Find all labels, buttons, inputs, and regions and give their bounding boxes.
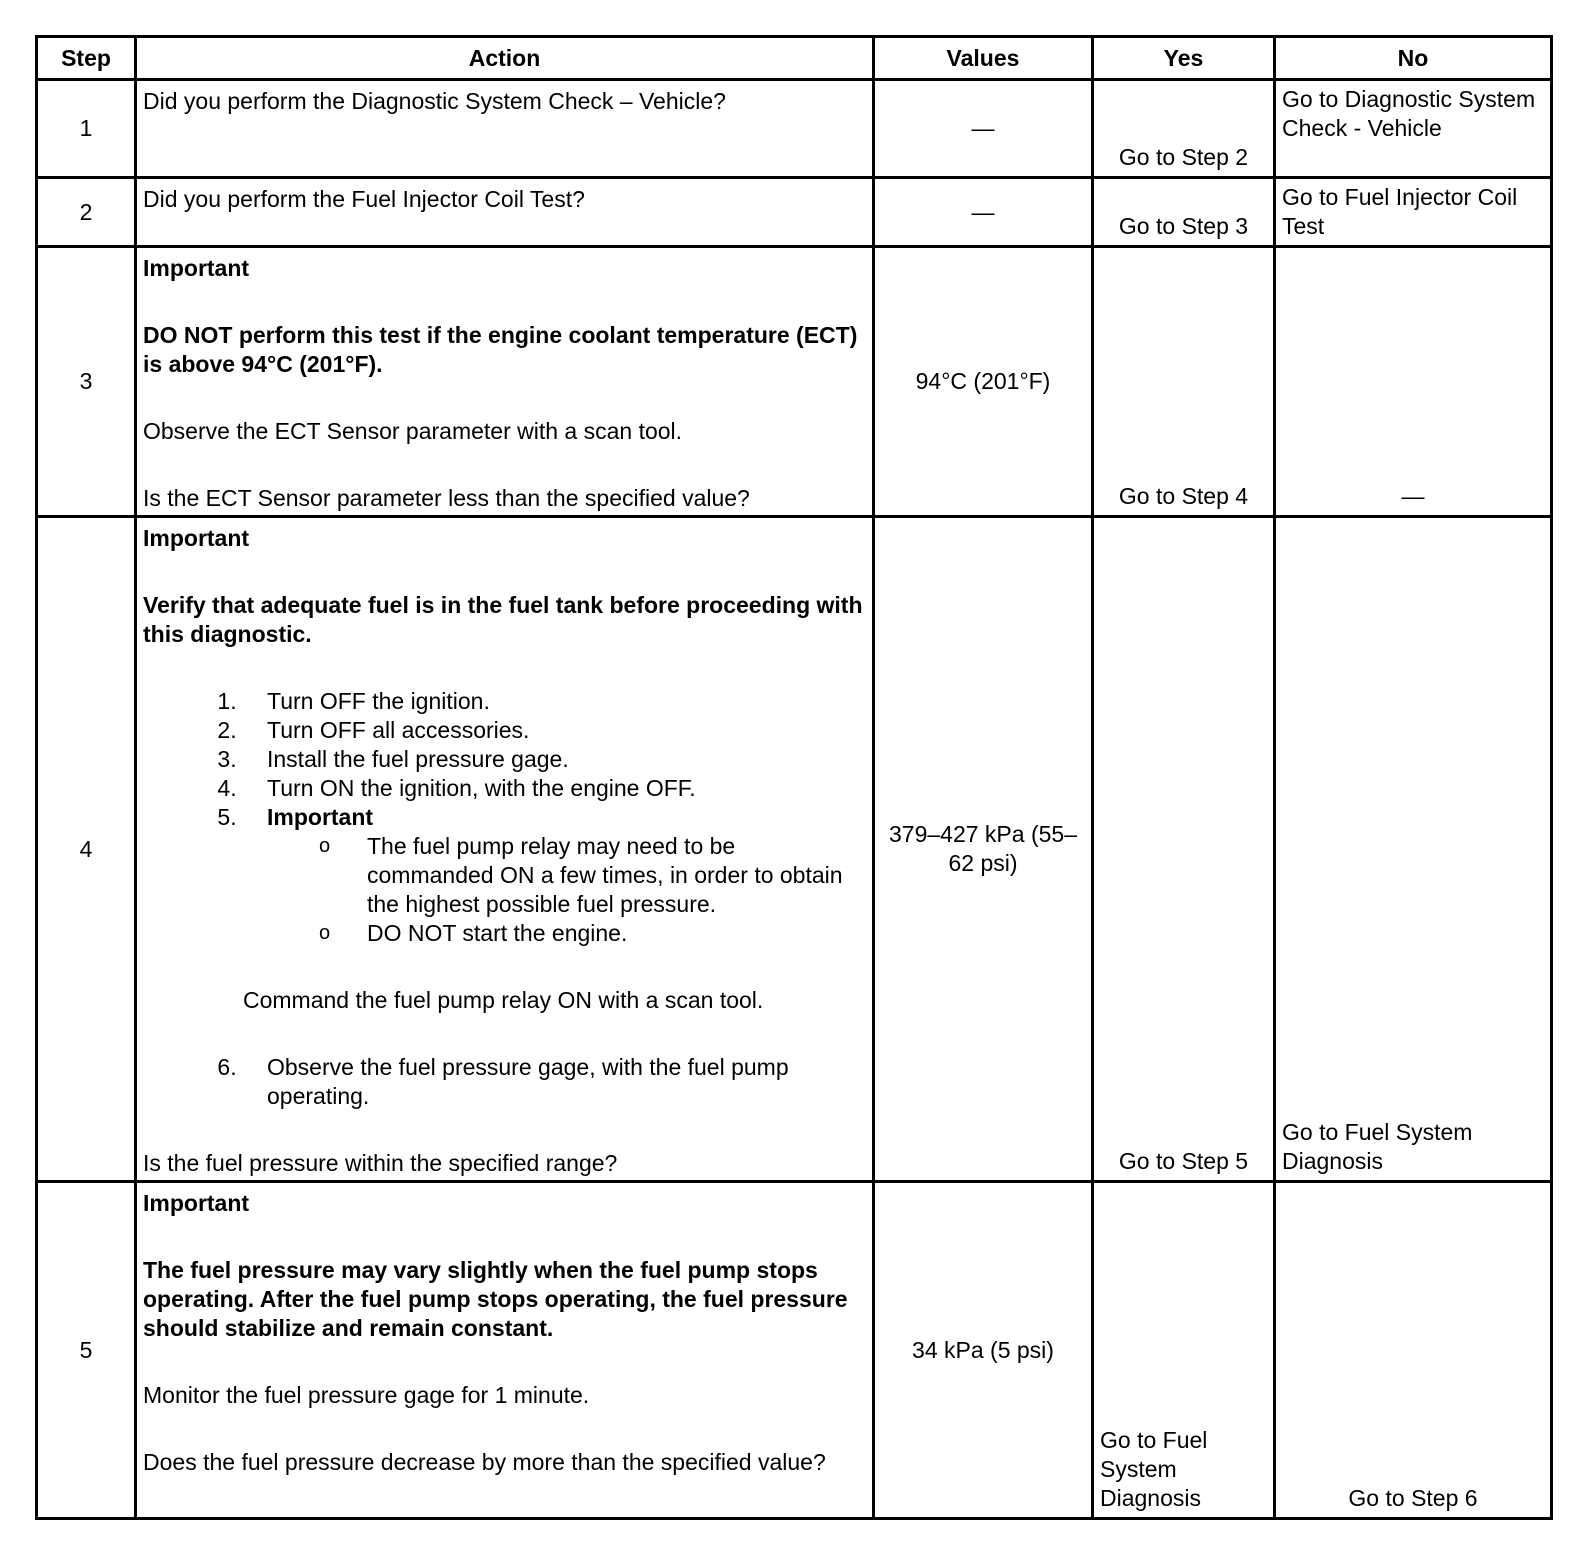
substep-list: [143, 1053, 866, 1111]
action-cell: [136, 1182, 874, 1519]
yes-cell: Go to Fuel System Diagnosis: [1093, 1182, 1275, 1519]
yes-cell: Go to Step 3: [1093, 178, 1275, 247]
step-number: 2: [37, 178, 136, 247]
value-cell: —: [874, 178, 1093, 247]
table-row: [37, 517, 1552, 1182]
instruction-text: Observe the ECT Sensor parameter with a scan tool.: [143, 418, 683, 444]
value-cell: —: [874, 80, 1093, 178]
diagnostic-table: [35, 35, 1553, 1520]
yes-cell: Go to Step 5: [1093, 517, 1275, 1182]
header-action: Action: [136, 37, 874, 80]
list-item: 6. Observe the fuel pressure gage, with the fuel pump operating.: [243, 1053, 866, 1111]
no-cell: —: [1275, 247, 1552, 517]
question-text: Does the fuel pressure decrease by more than the specified value?: [143, 1449, 826, 1475]
value-cell: 94°C (201°F): [874, 247, 1093, 517]
table-row: [37, 1182, 1552, 1519]
header-yes: Yes: [1093, 37, 1275, 80]
action-text: Did you perform the Diagnostic System Check – Vehicle?: [136, 80, 874, 178]
note-list: [267, 832, 866, 948]
no-cell: Go to Step 6: [1275, 1182, 1552, 1519]
header-no: No: [1275, 37, 1552, 80]
question-text: Is the fuel pressure within the specified range?: [143, 1150, 618, 1176]
value-cell: 34 kPa (5 psi): [874, 1182, 1093, 1519]
table-row: [37, 80, 1552, 178]
warning-text: The fuel pressure may vary slightly when the fuel pump stops operating. After the fuel pump stops operating, the fuel pressure should stabilize and remain constant.: [143, 1257, 848, 1341]
important-label: Important: [143, 525, 250, 551]
value-cell: 379–427 kPa (55–62 psi): [874, 517, 1093, 1182]
action-cell: [136, 247, 874, 517]
command-text: Command the fuel pump relay ON with a scan tool.: [243, 987, 764, 1013]
no-cell: Go to Fuel Injector Coil Test: [1275, 178, 1552, 247]
header-step: Step: [37, 37, 136, 80]
yes-cell: Go to Step 2: [1093, 80, 1275, 178]
instruction-text: Monitor the fuel pressure gage for 1 minute.: [143, 1382, 590, 1408]
list-item-important: [243, 803, 866, 948]
step-number: 3: [37, 247, 136, 517]
important-label: Important: [143, 1190, 250, 1216]
yes-cell: Go to Step 4: [1093, 247, 1275, 517]
note-item: o The fuel pump relay may need to be commanded ON a few times, in order to obtain the highest possible fuel pressure.: [343, 832, 866, 919]
warning-text: DO NOT perform this test if the engine coolant temperature (ECT) is above 94°C (201°F).: [143, 322, 858, 377]
no-cell: Go to Fuel System Diagnosis: [1275, 517, 1552, 1182]
list-item: 1. Turn OFF the ignition.: [243, 687, 866, 716]
header-values: Values: [874, 37, 1093, 80]
substep-list: [143, 687, 866, 948]
list-item: 4. Turn ON the ignition, with the engine OFF.: [243, 774, 866, 803]
important-label: Important: [267, 804, 374, 830]
no-cell: Go to Diagnostic System Check - Vehicle: [1275, 80, 1552, 178]
step-number: 4: [37, 517, 136, 1182]
step-number: 5: [37, 1182, 136, 1519]
header-row: [37, 37, 1552, 80]
question-text: Is the ECT Sensor parameter less than the specified value?: [143, 485, 750, 511]
list-item: 2. Turn OFF all accessories.: [243, 716, 866, 745]
action-text: Did you perform the Fuel Injector Coil Test?: [136, 178, 874, 247]
note-item: o DO NOT start the engine.: [343, 919, 866, 948]
step-number: 1: [37, 80, 136, 178]
important-label: Important: [143, 255, 250, 281]
list-item: 3. Install the fuel pressure gage.: [243, 745, 866, 774]
warning-text: Verify that adequate fuel is in the fuel tank before proceeding with this diagnostic.: [143, 592, 863, 647]
table-row: [37, 247, 1552, 517]
action-cell: [136, 517, 874, 1182]
table-row: [37, 178, 1552, 247]
